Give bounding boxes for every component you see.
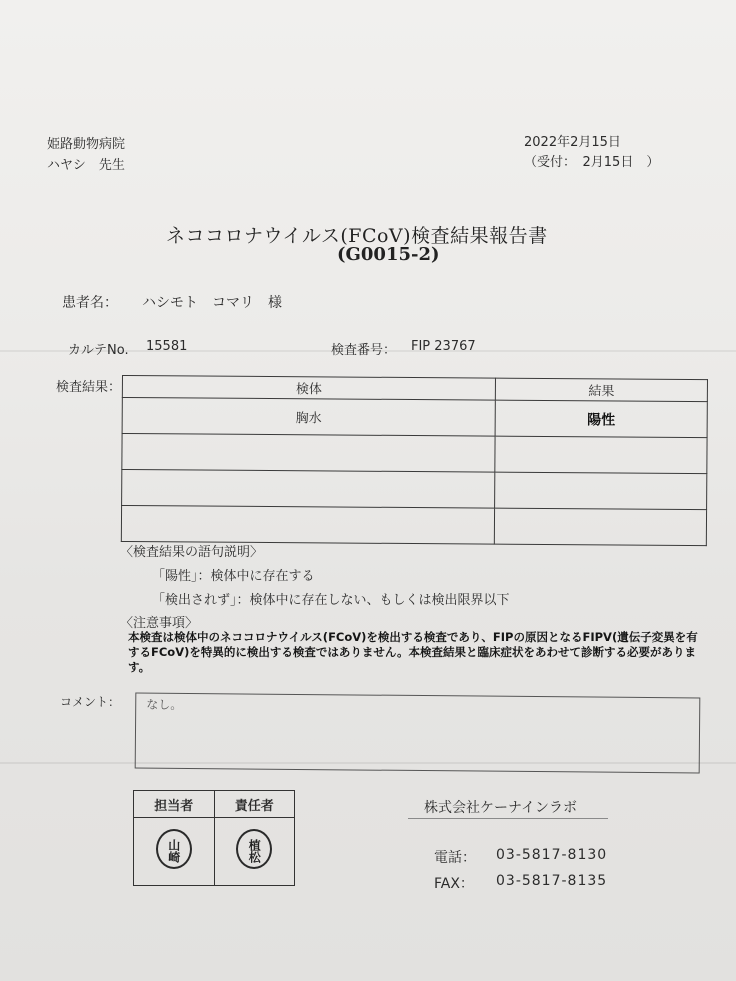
result-cell — [495, 472, 707, 509]
responsible-label: 責任者 — [214, 791, 295, 818]
glossary-not-detected: 「検出されず」：検体中に存在しない、もしくは検出限界以下 — [152, 593, 510, 608]
chart-no-label: カルテNo. — [68, 343, 129, 358]
company-underline — [408, 818, 608, 819]
glossary-heading: 〈検査結果の語句説明〉 — [120, 545, 264, 560]
in-charge-stamp-cell — [134, 818, 215, 886]
report-title: ネココロナウイルス(FCoV)検査結果報告書 — [166, 225, 548, 247]
patient-name: ハシモト コマリ 様 — [142, 295, 282, 311]
results-label: 検査結果： — [56, 380, 122, 395]
responsible-stamp-cell — [214, 818, 295, 886]
fax-number: 03-5817-8135 — [496, 873, 608, 889]
tel-label: 電話： — [434, 850, 476, 866]
result-cell — [494, 508, 706, 545]
company-name: 株式会社ケーナインラボ — [424, 800, 578, 816]
test-no-label: 検査番号： — [331, 343, 397, 358]
tel-number: 03-5817-8130 — [496, 847, 608, 863]
specimen-header: 検体 — [122, 376, 495, 401]
specimen-cell — [122, 434, 495, 473]
comment-label: コメント： — [60, 695, 121, 709]
in-charge-label: 担当者 — [134, 791, 215, 818]
clinic-name: 姫路動物病院 — [47, 137, 126, 152]
report-code: (G0015-2) — [337, 244, 440, 265]
glossary-positive: 「陽性」：検体中に存在する — [152, 569, 315, 584]
result-cell: 陽性 — [495, 400, 707, 437]
specimen-cell: 胸水 — [122, 398, 495, 437]
received-date: （受付： 2月15日 ） — [524, 155, 660, 170]
report-date: 2022年2月15日 — [524, 135, 621, 150]
notes-text: 本検査は検体中のネココロナウイルス(FCoV)を検出する検査であり、FIPの原因となるFIPV(遺伝子変異を有するFCoV)を特異的に検出する検査ではありません。本検査結果と臨床症状をあわせて診断する必要があります。 — [128, 630, 698, 674]
stamp-table — [133, 790, 295, 886]
comment-text: なし。 — [146, 697, 183, 712]
table-row — [122, 470, 707, 510]
comment-box — [135, 693, 701, 774]
table-row — [122, 398, 707, 438]
chart-no: 15581 — [146, 339, 188, 354]
personal-seal-stamp: 植松 — [236, 829, 272, 869]
doctor-name: ハヤシ 先生 — [47, 158, 125, 173]
notes-heading: 〈注意事項〉 — [120, 616, 199, 631]
table-row — [122, 434, 707, 474]
personal-seal-stamp: 山崎 — [156, 829, 192, 869]
test-no: FIP 23767 — [411, 339, 476, 354]
result-header: 結果 — [495, 378, 707, 401]
results-table — [121, 375, 708, 546]
patient-label: 患者名： — [62, 295, 118, 311]
fax-label: FAX： — [434, 876, 474, 892]
specimen-cell — [122, 470, 495, 509]
table-row — [121, 506, 706, 546]
specimen-cell — [121, 506, 494, 545]
result-cell — [495, 436, 707, 473]
